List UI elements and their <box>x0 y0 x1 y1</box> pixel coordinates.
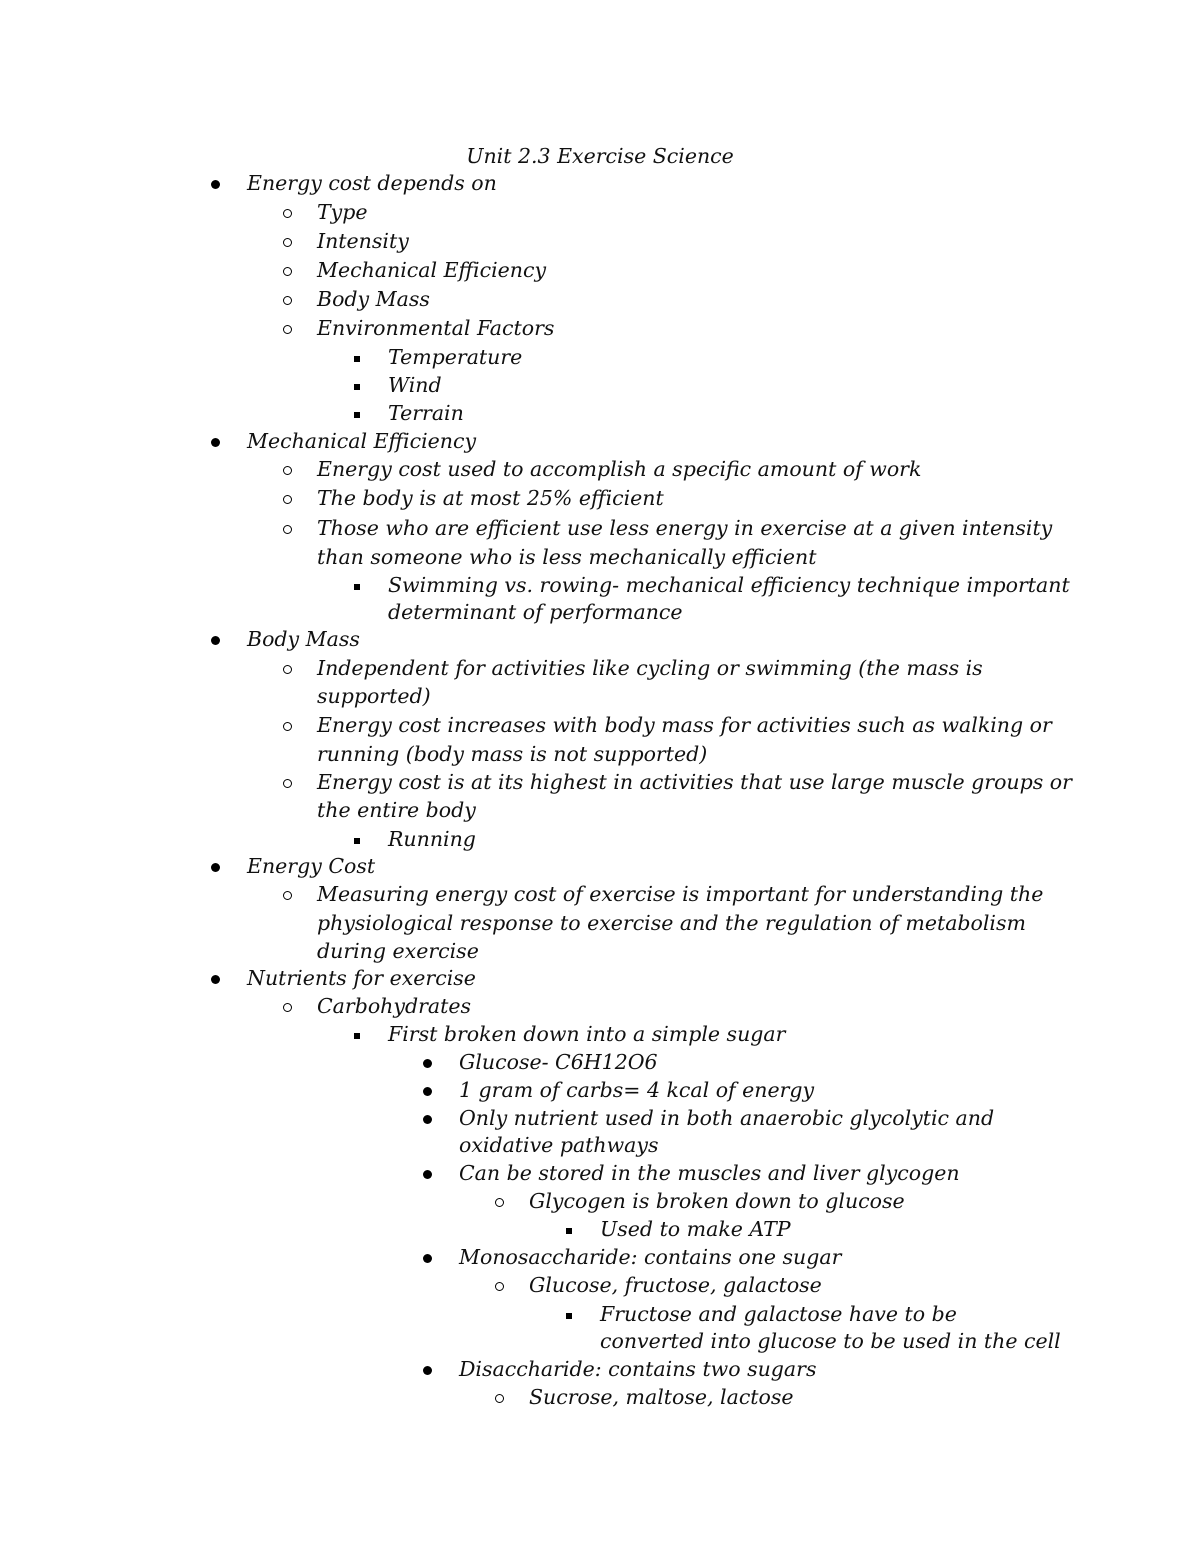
list-item: Disaccharide: contains two sugars <box>459 1357 817 1381</box>
list-item: Energy cost used to accomplish a specific amount of work <box>317 457 922 481</box>
bullet-disc-icon <box>423 1355 432 1383</box>
bullet-circle-icon <box>283 484 292 512</box>
list-item-continuation: during exercise <box>317 939 479 963</box>
list-item: Measuring energy cost of exercise is important for understanding the <box>317 882 1044 906</box>
list-item: Environmental Factors <box>317 316 555 340</box>
list-item: Temperature <box>388 345 523 369</box>
list-item-continuation: determinant of performance <box>388 600 683 624</box>
bullet-circle-icon <box>283 768 292 796</box>
list-item: Glucose- C6H12O6 <box>459 1050 658 1074</box>
bullet-disc-icon <box>423 1104 432 1132</box>
list-item: Wind <box>388 373 442 397</box>
bullet-disc-icon <box>423 1159 432 1187</box>
bullet-circle-icon <box>283 227 292 255</box>
bullet-circle-icon <box>283 992 292 1020</box>
bullet-disc-icon <box>211 964 220 992</box>
bullet-circle-icon <box>283 198 292 226</box>
list-item: Sucrose, maltose, lactose <box>529 1385 794 1409</box>
document-title: Unit 2.3 Exercise Science <box>466 144 734 168</box>
section-heading: Energy cost depends on <box>247 171 497 195</box>
list-item: Mechanical Efficiency <box>317 258 547 282</box>
bullet-disc-icon <box>211 169 220 197</box>
bullet-circle-icon <box>495 1383 504 1411</box>
bullet-disc-icon <box>211 852 220 880</box>
bullet-circle-icon <box>495 1187 504 1215</box>
list-item: Can be stored in the muscles and liver glycogen <box>459 1161 960 1185</box>
list-item: Energy cost increases with body mass for activities such as walking or <box>317 713 1052 737</box>
bullet-circle-icon <box>283 654 292 682</box>
bullet-circle-icon <box>283 314 292 342</box>
list-item: Intensity <box>317 229 409 253</box>
bullet-circle-icon <box>283 455 292 483</box>
bullet-square-icon <box>354 825 360 853</box>
bullet-disc-icon <box>423 1243 432 1271</box>
bullet-circle-icon <box>283 711 292 739</box>
list-item: Swimming vs. rowing- mechanical efficiency technique important <box>388 573 1070 597</box>
section-heading: Energy Cost <box>247 854 376 878</box>
bullet-circle-icon <box>495 1271 504 1299</box>
bullet-square-icon <box>354 399 360 427</box>
list-item: First broken down into a simple sugar <box>388 1022 786 1046</box>
list-item: Independent for activities like cycling or swimming (the mass is <box>317 656 983 680</box>
bullet-square-icon <box>354 1020 360 1048</box>
list-item: Carbohydrates <box>317 994 471 1018</box>
bullet-square-icon <box>354 343 360 371</box>
bullet-circle-icon <box>283 285 292 313</box>
bullet-disc-icon <box>423 1076 432 1104</box>
list-item: Terrain <box>388 401 464 425</box>
list-item-continuation: supported) <box>317 684 431 708</box>
list-item-continuation: physiological response to exercise and the regulation of metabolism <box>317 911 1026 935</box>
list-item: Energy cost is at its highest in activities that use large muscle groups or <box>317 770 1072 794</box>
section-heading: Body Mass <box>247 627 360 651</box>
bullet-disc-icon <box>423 1048 432 1076</box>
bullet-square-icon <box>354 571 360 599</box>
list-item: Only nutrient used in both anaerobic glycolytic and <box>459 1106 995 1130</box>
list-item-continuation: running (body mass is not supported) <box>317 742 708 766</box>
list-item: Fructose and galactose have to be <box>600 1302 957 1326</box>
bullet-square-icon <box>566 1300 572 1328</box>
list-item: Those who are efficient use less energy in exercise at a given intensity <box>317 516 1053 540</box>
list-item: Running <box>388 827 476 851</box>
bullet-disc-icon <box>211 625 220 653</box>
bullet-disc-icon <box>211 427 220 455</box>
list-item: Used to make ATP <box>600 1217 791 1241</box>
list-item-continuation: than someone who is less mechanically efficient <box>317 545 817 569</box>
bullet-square-icon <box>566 1215 572 1243</box>
list-item: Glucose, fructose, galactose <box>529 1273 822 1297</box>
list-item-continuation: converted into glucose to be used in the cell <box>600 1329 1061 1353</box>
bullet-circle-icon <box>283 514 292 542</box>
list-item-continuation: oxidative pathways <box>459 1133 659 1157</box>
list-item: The body is at most 25% efficient <box>317 486 664 510</box>
bullet-circle-icon <box>283 256 292 284</box>
section-heading: Mechanical Efficiency <box>247 429 477 453</box>
list-item: 1 gram of carbs= 4 kcal of energy <box>459 1078 815 1102</box>
bullet-circle-icon <box>283 880 292 908</box>
list-item: Body Mass <box>317 287 430 311</box>
section-heading: Nutrients for exercise <box>247 966 476 990</box>
list-item: Monosaccharide: contains one sugar <box>459 1245 842 1269</box>
bullet-square-icon <box>354 371 360 399</box>
list-item: Type <box>317 200 368 224</box>
list-item: Glycogen is broken down to glucose <box>529 1189 905 1213</box>
list-item-continuation: the entire body <box>317 798 476 822</box>
